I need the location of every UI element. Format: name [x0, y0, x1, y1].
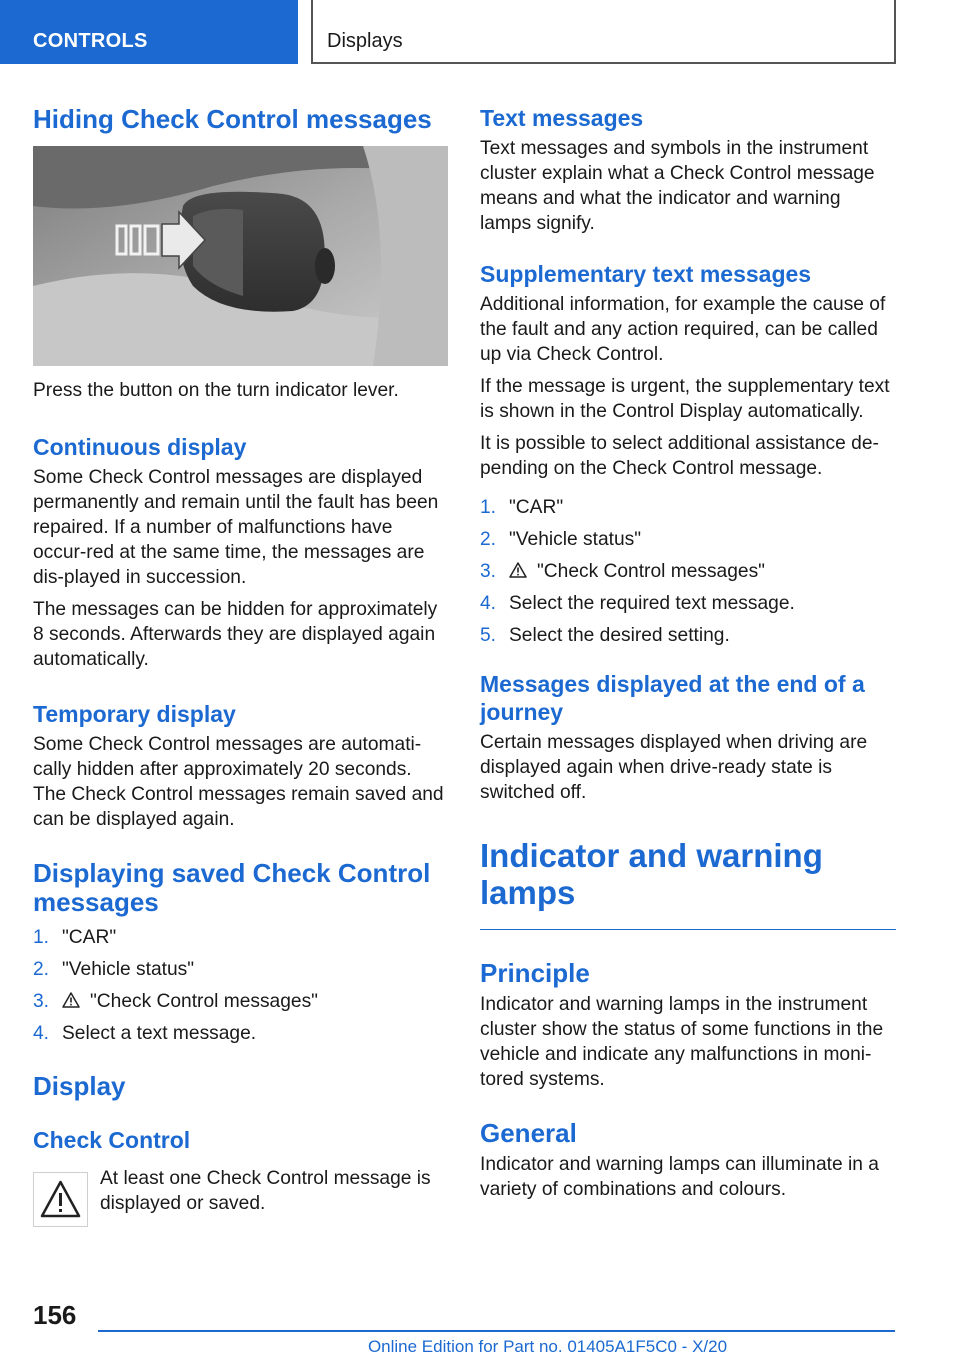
continuous-title: Continuous display	[33, 434, 247, 460]
step-number: 2.	[33, 959, 50, 980]
page-number: 156	[33, 1300, 77, 1330]
step-number: 1.	[480, 497, 497, 518]
check-control-text: At least one Check Control message is displayed or saved.	[100, 1168, 431, 1214]
supplementary-title: Supplementary text messages	[480, 261, 812, 287]
step-text: "Check Control messages"	[537, 561, 765, 582]
general-p1: Indicator and warning lamps can illuminate in a variety of combinations and colours.	[480, 1154, 879, 1200]
left-column	[33, 100, 448, 1226]
text-messages-title: Text messages	[480, 105, 644, 131]
saved-steps-list	[33, 925, 448, 1046]
step-text: Select the required text message.	[509, 593, 795, 614]
check-control-symbol-box	[33, 1172, 88, 1227]
supplementary-p2: If the message is urgent, the supplementary text is shown in the Control Display automatically.	[480, 376, 890, 422]
temporary-title: Temporary display	[33, 701, 236, 727]
check-control-row	[33, 1166, 448, 1226]
header-section-label: CONTROLS	[33, 30, 148, 52]
list-item	[480, 527, 896, 552]
display-title: Display	[33, 1071, 126, 1101]
step-text: "CAR"	[509, 497, 564, 518]
step-text: "CAR"	[62, 927, 117, 948]
step-text: "Check Control messages"	[90, 991, 318, 1012]
footer-divider	[98, 1330, 895, 1332]
warning-triangle-icon	[34, 1173, 87, 1226]
list-item	[480, 559, 896, 584]
general-title: General	[480, 1118, 577, 1148]
list-item	[33, 925, 448, 950]
list-item	[33, 1021, 448, 1046]
hiding-title: Hiding Check Control messages	[33, 104, 432, 134]
lamps-title: Indicator and warning lamps	[480, 837, 823, 911]
list-item	[480, 495, 896, 520]
turn-indicator-lever-photo	[33, 146, 448, 366]
end-journey-p1: Certain messages displayed when driving are displayed again when drive-ready state is switched off.	[480, 732, 868, 803]
principle-title: Principle	[480, 958, 590, 988]
header-section-tab	[0, 0, 298, 64]
supplementary-steps-list	[480, 495, 896, 648]
step-number: 4.	[480, 593, 497, 614]
list-item	[480, 591, 896, 616]
temporary-p1: Some Check Control messages are automati-cally hidden after approximately 20 seconds. The Check Control messages remain saved and can be displayed again.	[33, 734, 444, 830]
step-text: Select a text message.	[62, 1023, 257, 1044]
right-column	[480, 100, 896, 1202]
step-number: 4.	[33, 1023, 50, 1044]
continuous-p2: The messages can be hidden for approximately 8 seconds. Afterwards they are displayed again automatically.	[33, 599, 438, 670]
text-messages-p1: Text messages and symbols in the instrument cluster explain what a Check Control message means and what the indicator and warning lamps signify.	[480, 138, 875, 234]
footer-edition	[0, 1337, 960, 1357]
step-text: Select the desired setting.	[509, 625, 730, 646]
footer-edition-text: Online Edition for Part no. 01405A1F5C0 - X/20	[367, 1337, 728, 1356]
step-text: "Vehicle status"	[509, 529, 642, 550]
list-item	[480, 623, 896, 648]
end-journey-title: Messages displayed at the end of a journey	[480, 671, 865, 725]
step-number: 5.	[480, 625, 497, 646]
supplementary-p1: Additional information, for example the cause of the fault and any action required, can be called up via Check Control.	[480, 294, 886, 365]
step-number: 1.	[33, 927, 50, 948]
step-number: 3.	[480, 561, 497, 582]
step-number: 2.	[480, 529, 497, 550]
check-control-subtitle: Check Control	[33, 1127, 191, 1153]
header-topic-box	[311, 0, 896, 64]
list-item	[33, 957, 448, 982]
list-item	[33, 989, 448, 1014]
step-number: 3.	[33, 991, 50, 1012]
hiding-text: Press the button on the turn indicator lever.	[33, 380, 399, 401]
header-topic-label: Displays	[327, 30, 403, 52]
section-divider	[480, 929, 896, 930]
continuous-p1: Some Check Control messages are displayed permanently and remain until the fault has been repaired. If a number of malfunctions have occur-red at the same time, the messages are dis-played in succession.	[33, 467, 439, 588]
warning-triangle-icon	[62, 992, 80, 1008]
saved-title: Displaying saved Check Control messages	[33, 858, 431, 917]
warning-triangle-icon	[509, 562, 527, 578]
supplementary-p3: It is possible to select additional assistance de-pending on the Check Control message.	[480, 433, 879, 479]
principle-p1: Indicator and warning lamps in the instrument cluster show the status of some functions in the vehicle and indicate any malfunctions in moni-tored systems.	[480, 994, 884, 1090]
step-text: "Vehicle status"	[62, 959, 195, 980]
